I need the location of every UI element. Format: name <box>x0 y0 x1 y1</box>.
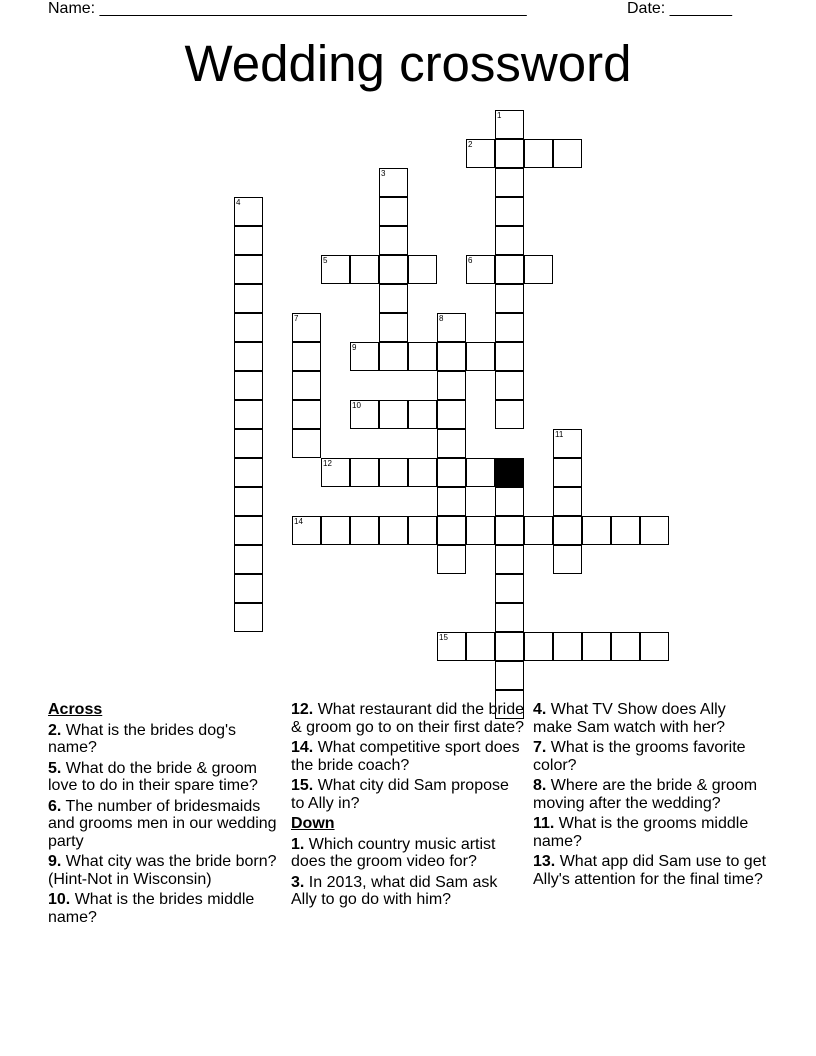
grid-cell[interactable] <box>379 400 408 429</box>
grid-cell[interactable] <box>234 603 263 632</box>
cell-number: 4 <box>236 198 241 207</box>
cell-number: 7 <box>294 314 299 323</box>
grid-cell[interactable] <box>379 458 408 487</box>
grid-cell[interactable] <box>495 139 524 168</box>
grid-cell[interactable] <box>553 429 582 458</box>
grid-cell[interactable] <box>437 429 466 458</box>
grid-cell[interactable] <box>611 632 640 661</box>
grid-cell[interactable] <box>234 545 263 574</box>
grid-cell[interactable] <box>495 168 524 197</box>
grid-cell[interactable] <box>234 197 263 226</box>
grid-cell[interactable] <box>466 632 495 661</box>
grid-cell[interactable] <box>234 342 263 371</box>
clue-item: 8. Where are the bride & groom moving after the wedding? <box>533 777 758 812</box>
grid-cell[interactable] <box>234 371 263 400</box>
grid-cell[interactable] <box>234 226 263 255</box>
cell-number: 15 <box>439 633 448 642</box>
grid-cell[interactable] <box>553 516 582 545</box>
grid-cell[interactable] <box>495 632 524 661</box>
grid-cell[interactable] <box>437 371 466 400</box>
grid-cell[interactable] <box>524 516 553 545</box>
grid-cell[interactable] <box>524 139 553 168</box>
date-field[interactable]: Date: _______ <box>627 0 732 17</box>
grid-cell[interactable] <box>582 516 611 545</box>
grid-cell[interactable] <box>553 487 582 516</box>
clue-heading: Across <box>48 701 103 718</box>
clue-item: 9. What city was the bride born? (Hint-Not in Wisconsin) <box>48 853 277 888</box>
cell-number: 6 <box>468 256 473 265</box>
clue-column-1 <box>48 701 283 929</box>
grid-cell[interactable] <box>495 226 524 255</box>
black-cell <box>495 458 524 487</box>
grid-cell[interactable] <box>292 516 321 545</box>
grid-cell[interactable] <box>495 197 524 226</box>
grid-cell[interactable] <box>321 516 350 545</box>
grid-cell[interactable] <box>379 255 408 284</box>
grid-cell[interactable] <box>234 313 263 342</box>
clue-item: 2. What is the brides dog's name? <box>48 721 237 756</box>
name-field[interactable]: Name: ________________________________________________ <box>48 0 527 17</box>
grid-cell[interactable] <box>350 342 379 371</box>
grid-cell[interactable] <box>495 255 524 284</box>
grid-cell[interactable] <box>553 458 582 487</box>
clue-item: 6. The number of bridesmaids and grooms men in our wedding party <box>48 797 277 850</box>
grid-cell[interactable] <box>234 400 263 429</box>
grid-cell[interactable] <box>234 429 263 458</box>
grid-cell[interactable] <box>408 400 437 429</box>
cell-number: 3 <box>381 169 386 178</box>
grid-cell[interactable] <box>495 603 524 632</box>
grid-cell[interactable] <box>437 342 466 371</box>
grid-cell[interactable] <box>553 632 582 661</box>
grid-cell[interactable] <box>408 342 437 371</box>
grid-cell[interactable] <box>437 487 466 516</box>
grid-cell[interactable] <box>321 458 350 487</box>
grid-cell[interactable] <box>495 545 524 574</box>
clue-item: 5. What do the bride & groom love to do in their spare time? <box>48 759 258 794</box>
cell-number: 11 <box>555 430 564 439</box>
grid-cell[interactable] <box>379 284 408 313</box>
grid-cell[interactable] <box>437 545 466 574</box>
clue-item: 11. What is the grooms middle name? <box>533 815 749 850</box>
grid-cell[interactable] <box>350 255 379 284</box>
grid-cell[interactable] <box>495 574 524 603</box>
cell-number: 12 <box>323 459 332 468</box>
grid-cell[interactable] <box>495 516 524 545</box>
clue-heading: Down <box>291 815 335 832</box>
clue-item: 4. What TV Show does Ally make Sam watch with her? <box>533 701 726 736</box>
cell-number: 14 <box>294 517 303 526</box>
grid-cell[interactable] <box>379 226 408 255</box>
grid-cell[interactable] <box>466 342 495 371</box>
grid-cell[interactable] <box>292 342 321 371</box>
clue-item: 10. What is the brides middle name? <box>48 891 255 926</box>
page-title: Wedding crossword <box>184 35 632 92</box>
grid-cell[interactable] <box>466 255 495 284</box>
grid-cell[interactable] <box>234 574 263 603</box>
clue-item: 12. What restaurant did the bride & groom go to on their first date? <box>291 701 525 736</box>
grid-cell[interactable] <box>408 516 437 545</box>
grid-cell[interactable] <box>292 400 321 429</box>
grid-cell[interactable] <box>234 284 263 313</box>
grid-cell[interactable] <box>408 255 437 284</box>
grid-cell[interactable] <box>379 197 408 226</box>
grid-cell[interactable] <box>524 255 553 284</box>
grid-cell[interactable] <box>292 429 321 458</box>
cell-number: 13 <box>497 459 506 468</box>
clue-item: 3. In 2013, what did Sam ask Ally to go do with him? <box>291 873 498 908</box>
grid-cell[interactable] <box>379 342 408 371</box>
clue-item: 14. What competitive sport does the bride coach? <box>291 739 520 774</box>
grid-cell[interactable] <box>640 516 669 545</box>
grid-cell[interactable] <box>466 516 495 545</box>
grid-cell[interactable] <box>379 313 408 342</box>
cell-number: 5 <box>323 256 328 265</box>
grid-cell[interactable] <box>495 487 524 516</box>
clue-item: 13. What app did Sam use to get Ally's attention for the final time? <box>533 853 767 888</box>
grid-cell[interactable] <box>379 516 408 545</box>
cell-number: 10 <box>352 401 361 410</box>
grid-cell[interactable] <box>321 255 350 284</box>
grid-cell[interactable] <box>234 487 263 516</box>
grid-cell[interactable] <box>582 632 611 661</box>
clue-item: 1. Which country music artist does the groom video for? <box>291 835 496 870</box>
cell-number: 8 <box>439 314 444 323</box>
grid-cell[interactable] <box>350 458 379 487</box>
cell-number: 1 <box>497 111 502 120</box>
grid-cell[interactable] <box>234 458 263 487</box>
grid-cell[interactable] <box>495 371 524 400</box>
grid-cell[interactable] <box>495 110 524 139</box>
grid-cell[interactable] <box>292 371 321 400</box>
grid-cell[interactable] <box>495 313 524 342</box>
clue-column-2 <box>291 701 526 912</box>
grid-cell[interactable] <box>437 632 466 661</box>
grid-cell[interactable] <box>495 284 524 313</box>
grid-cell[interactable] <box>350 516 379 545</box>
grid-cell[interactable] <box>437 516 466 545</box>
grid-cell[interactable] <box>611 516 640 545</box>
grid-cell[interactable] <box>466 139 495 168</box>
grid-cell[interactable] <box>234 516 263 545</box>
grid-cell[interactable] <box>437 458 466 487</box>
clue-item: 15. What city did Sam propose to Ally in? <box>291 777 509 812</box>
cell-number: 9 <box>352 343 357 352</box>
grid-cell[interactable] <box>495 342 524 371</box>
grid-cell[interactable] <box>379 168 408 197</box>
grid-cell[interactable] <box>292 313 321 342</box>
grid-cell[interactable] <box>437 400 466 429</box>
grid-cell[interactable] <box>437 313 466 342</box>
grid-cell[interactable] <box>640 632 669 661</box>
grid-cell[interactable] <box>234 255 263 284</box>
grid-cell[interactable] <box>495 400 524 429</box>
grid-cell[interactable] <box>553 139 582 168</box>
grid-cell[interactable] <box>553 545 582 574</box>
grid-cell[interactable] <box>408 458 437 487</box>
grid-cell[interactable] <box>466 458 495 487</box>
clue-item: 7. What is the grooms favorite color? <box>533 739 746 774</box>
grid-cell[interactable] <box>350 400 379 429</box>
cell-number: 2 <box>468 140 473 149</box>
grid-cell[interactable] <box>495 661 524 690</box>
clue-column-3 <box>533 701 768 891</box>
grid-cell[interactable] <box>524 632 553 661</box>
